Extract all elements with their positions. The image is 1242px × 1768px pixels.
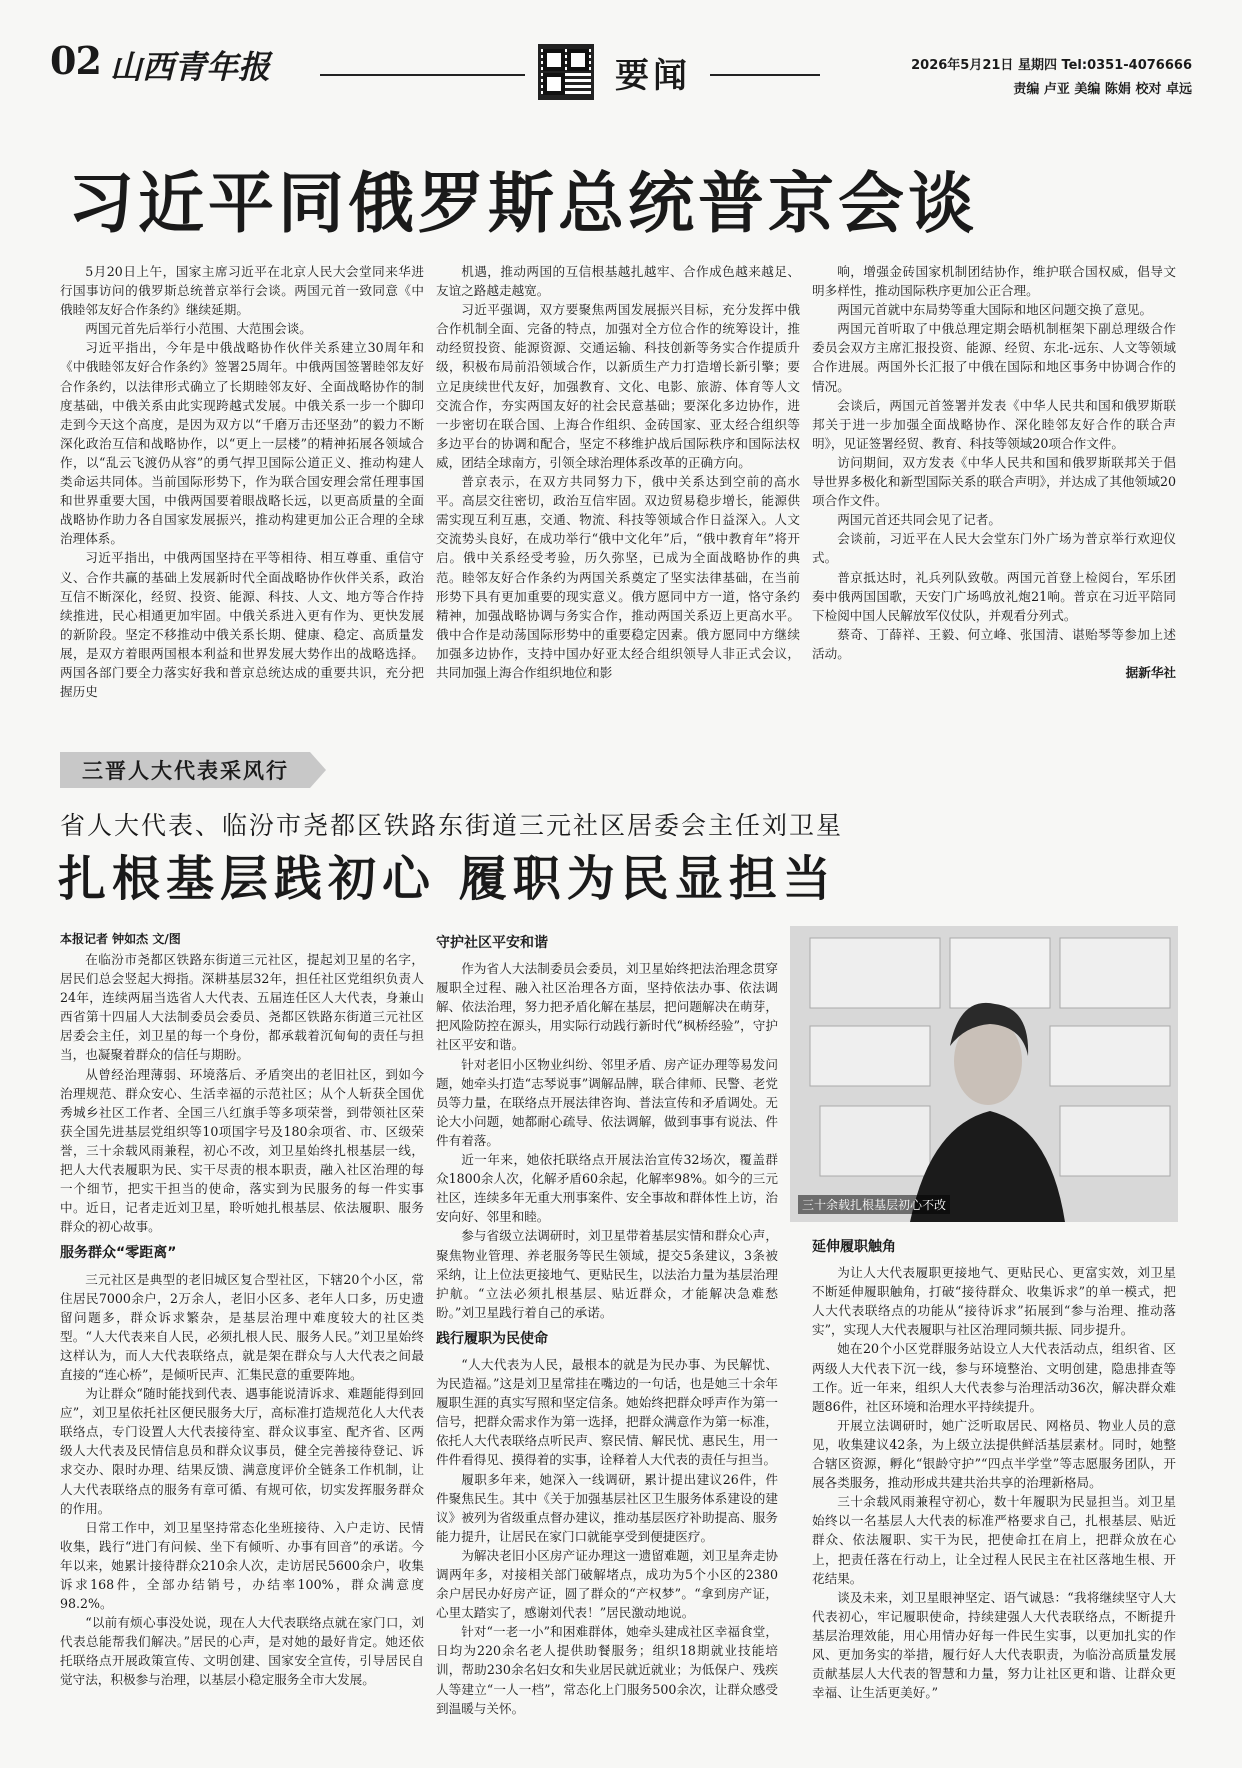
article-paragraph: 5月20日上午，国家主席习近平在北京人民大会堂同来华进行国事访问的俄罗斯总统普京举行会谈。两国元首一致同意《中俄睦邻友好合作条约》继续延期。 xyxy=(60,264,424,318)
lead-column-2 xyxy=(436,262,800,722)
article-paragraph: 为解决老旧小区房产证办理这一遗留难题，刘卫星奔走协调两年多，对接相关部门破解堵点，成功为5个小区的2380余户居民办好房产证，圆了群众的“产权梦”。“拿到房产证，心里太踏实了，感谢刘代表！”居民激动地说。 xyxy=(436,1547,778,1621)
article-paragraph: 针对“一老一小”和困难群体，她牵头建成社区幸福食堂，日均为220余名老人提供助餐服务；组织18期就业技能培训，帮助230余名妇女和失业居民就近就业；为低保户、残疾人等建立“一人一档”，常态化上门服务500余次，让群众感受到温暖与关怀。 xyxy=(436,1624,778,1716)
feature-column-3 xyxy=(812,1230,1176,1740)
article-paragraph: 习近平指出，今年是中俄战略协作伙伴关系建立30周年和《中俄睦邻友好合作条约》签署25周年。中俄两国签署睦邻友好合作条约，以法律形式确立了长期睦邻友好、全面战略协作的制度基础，中俄关系由此实现跨越式发展。中俄关系一步一个脚印走到今天这个高度，是因为双方以“千磨万击还坚劲”的毅力不断深化政治互信和战略协作，以“更上一层楼”的精神拓展各领域合作，以“乱云飞渡仍从容”的勇气捍卫国际公道正义、推动构建人类命运共同体。当前国际形势下，作为联合国安理会常任理事国和世界重要大国，中俄两国要着眼战略长远，以更高质量的全面战略协作助力各自国家发展振兴，推动构建更加公正合理的全球治理体系。 xyxy=(60,340,424,547)
section-heading: 延伸履职触角 xyxy=(812,1239,896,1255)
portrait-photo-image xyxy=(790,926,1178,1222)
feature-column-2 xyxy=(436,926,778,1740)
article-paragraph: “人大代表为人民，最根本的就是为民办事、为民解忧、为民造福。”这是刘卫星常挂在嘴边的一句话，也是她三十余年履职生涯的真实写照和坚定信条。她始终把群众呼声作为第一信号，把群众需求作为第一选择，把群众满意作为第一标准，依托人大代表联络点听民声、察民情、解民忧、惠民生，用一件件看得见、摸得着的实事，诠释着人大代表的责任与担当。 xyxy=(436,1356,778,1468)
section-heading: 服务群众“零距离” xyxy=(60,1245,177,1262)
section-heading: 守护社区平安和谐 xyxy=(436,935,548,951)
section-title: 要闻 xyxy=(615,56,691,96)
article-paragraph: “以前有烦心事没处说，现在人大代表联络点就在家门口，刘代表总能帮我们解决。”居民的心声，是对她的最好肯定。她还依托联络点开展政策宣传、文明创建、国家安全宣传，引导居民自觉守法，积极参与治理，以基层小稳定服务全市大发展。 xyxy=(60,1615,424,1688)
editors-line: 责编 卢亚 美编 陈娟 校对 卓远 xyxy=(1013,82,1192,97)
article-paragraph: 访问期间，双方发表《中华人民共和国和俄罗斯联邦关于倡导世界多极化和新型国际关系的联合声明》，并达成了其他领域20项合作文件。 xyxy=(812,454,1176,509)
article-paragraph: 机遇，推动两国的互信根基越扎越牢、合作成色越来越足、友谊之路越走越宽。 xyxy=(436,264,800,299)
article-paragraph: 日常工作中，刘卫星坚持常态化坐班接待、入户走访、民情收集，践行“进门有问候、坐下有倾听、办事有回音”的承诺。今年以来，她累计接待群众210余人次，走访居民5600余户，收集诉求168件，全部办结销号，办结率100%，群众满意度98.2%。 xyxy=(60,1519,424,1612)
feature-kicker-text: 三晋人大代表采风行 xyxy=(82,759,289,783)
article-paragraph: 两国元首还共同会见了记者。 xyxy=(837,512,1001,528)
article-paragraph: 三元社区是典型的老旧城区复合型社区，下辖20个小区，常住居民7000余户，2万余人，老旧小区多、老年人口多，历史遗留问题多，群众诉求繁杂，是基层治理中难度较大的社区类型。“人大代表来自人民，必须扎根人民、服务人民。”刘卫星始终这样认为，而人大代表联络点，就是架在群众与人大代表之间最直接的“连心桥”，是倾听民声、汇集民意的重要阵地。 xyxy=(60,1271,424,1382)
header-rule-right xyxy=(710,74,820,76)
section-heading: 践行履职为民使命 xyxy=(436,1330,548,1347)
qr-code-icon xyxy=(538,44,594,100)
article-paragraph: 两国元首听取了中俄总理定期会晤机制框架下副总理级合作委员会双方主席汇报投资、能源、经贸、东北-远东、人文等领域合作进展。两国外长汇报了中俄在国际和地区事务中协调合作的情况。 xyxy=(812,321,1176,394)
newspaper-masthead: 山西青年报 xyxy=(110,48,271,86)
feature-byline: 本报记者 钟如杰 文/图 xyxy=(60,932,181,946)
article-paragraph: 开展立法调研时，她广泛听取居民、网格员、物业人员的意见，收集建议42条，为上级立法提供鲜活基层素材。同时，她整合辖区资源，孵化“银龄守护”“四点半学堂”等志愿服务团队，开展各类服务，推动形成共建共治共享的治理新格局。 xyxy=(812,1417,1176,1491)
page-header xyxy=(50,34,1192,104)
lead-column-3 xyxy=(812,262,1176,722)
article-paragraph: 在临汾市尧都区铁路东街道三元社区，提起刘卫星的名字，居民们总会竖起大拇指。深耕基层32年，担任社区党组织负责人24年，连续两届当选省人大代表、五届连任区人大代表，身兼山西省第十四届人大法制委员会委员、尧都区铁路东街道三元社区居委会主任，刘卫星的每一个身份，都承载着沉甸甸的责任与担当，也凝聚着群众的信任与期盼。 xyxy=(60,952,424,1063)
article-paragraph: 作为省人大法制委员会委员，刘卫星始终把法治理念贯穿履职全过程、融入社区治理各方面，坚持依法办事、依法调解、依法治理，努力把矛盾化解在基层，把问题解决在萌芽，把风险防控在源头，用实际行动践行新时代“枫桥经验”，守护社区平安和谐。 xyxy=(436,961,778,1053)
article-paragraph: 普京抵达时，礼兵列队致敬。两国元首登上检阅台，军乐团奏中俄两国国歌，天安门广场鸣放礼炮21响。普京在习近平陪同下检阅中国人民解放军仪仗队，并观看分列式。 xyxy=(812,569,1176,623)
article-paragraph: 会谈后，两国元首签署并发表《中华人民共和国和俄罗斯联邦关于进一步加强全面战略协作、深化睦邻友好合作的联合声明》，见证签署经贸、教育、科技等领域20项合作文件。 xyxy=(812,397,1176,451)
feature-headline: 扎根基层践初心 履职为民显担当 xyxy=(58,851,837,907)
feature-subtitle: 省人大代表、临汾市尧都区铁路东街道三元社区居委会主任刘卫星 xyxy=(60,811,844,840)
photo-caption: 三十余载扎根基层初心不改 xyxy=(798,1195,950,1214)
article-paragraph: 习近平强调，双方要聚焦两国发展振兴目标，充分发挥中俄合作机制全面、完备的特点，加强对全方位合作的统筹设计，推动经贸投资、能源资源、交通运输、科技创新等务实合作提质升级，积极布局前沿领域合作，以新质生产力打造增长新引擎；要立足庚续世代友好，加强教育、文化、电影、旅游、体育等人文交流合作，夯实两国友好的社会民意基础；要深化多边协作，进一步密切在联合国、上海合作组织、金砖国家、亚太经合组织等多边平台的协调和配合，坚定不移维护战后国际秩序和国际法权威，团结全球南方，引领全球治理体系改革的正确方向。 xyxy=(436,302,800,470)
article-paragraph: 她在20个小区党群服务站设立人大代表活动点，组织省、区两级人大代表下沉一线，参与环境整治、文明创建，隐患排查等工作。近一年来，组织人大代表参与治理活动36次，解决群众难题86件，社区环境和治理水平持续提升。 xyxy=(812,1341,1176,1414)
article-paragraph: 三十余载风雨兼程守初心，数十年履职为民显担当。刘卫星始终以一名基层人大代表的标准严格要求自己，扎根基层、贴近群众、依法履职、实干为民，把使命扛在肩上，把群众放在心上，把责任落在行动上，让全过程人民民主在社区落地生根、开花结果。 xyxy=(812,1494,1176,1586)
lead-column-1 xyxy=(60,262,424,722)
article-paragraph: 蔡奇、丁薛祥、王毅、何立峰、张国清、谌贻琴等参加上述活动。 xyxy=(812,626,1176,661)
article-paragraph: 谈及未来，刘卫星眼神坚定、语气诚恳：“我将继续坚守人大代表初心，牢记履职使命，持续建强人大代表联络点，不断提升基层治理效能，用心用情办好每一件民生实事，以更加扎实的作风、更加务实的举措，履行好人大代表职责，为临汾高质量发展贡献基层人大代表的智慧和力量，努力让社区更和谐、让群众更幸福、让生活更美好。” xyxy=(812,1589,1176,1701)
article-paragraph: 近一年来，她依托联络点开展法治宣传32场次，覆盖群众1800余人次，化解矛盾60余起，化解率98%。如今的三元社区，连续多年无重大刑事案件、安全事故和群体性上访，治安向好、邻里和睦。 xyxy=(436,1152,778,1225)
lead-headline: 习近平同俄罗斯总统普京会谈 xyxy=(68,165,978,242)
issue-date: 2026年5月21日 星期四 Tel:0351-4076666 xyxy=(911,58,1192,73)
news-agency-credit: 据新华社 xyxy=(1125,664,1176,680)
page-number: 02 xyxy=(50,38,101,83)
feature-photo xyxy=(790,926,1178,1222)
article-paragraph: 两国元首就中东局势等重大国际和地区问题交换了意见。 xyxy=(837,302,1153,318)
article-paragraph: 履职多年来，她深入一线调研，累计提出建议26件，件件聚焦民生。其中《关于加强基层社区卫生服务体系建设的建议》被列为省级重点督办建议，推动基层医疗补助提高、服务能力提升，让居民在家门口就能享受到便捷医疗。 xyxy=(436,1471,778,1544)
article-paragraph: 从曾经治理薄弱、环境落后、矛盾突出的老旧社区，到如今治理规范、群众安心、生活幸福的示范社区；从个人斩获全国优秀城乡社区工作者、全国三八红旗手等多项荣誉，到带领社区荣获全国先进基层党组织等10项国字号及180余项省、市、区级荣誉，三十余载风雨兼程，初心不改，刘卫星始终扎根基层一线，把人大代表履职为民、实干尽责的根本职责，融入社区治理的每一个细节，把实干担当的使命，落实到为民服务的每一件实事中。近日，记者走近刘卫星，聆听她扎根基层、依法履职、服务群众的初心故事。 xyxy=(60,1066,424,1235)
article-paragraph: 参与省级立法调研时，刘卫星带着基层实情和群众心声，聚焦物业管理、养老服务等民生领域，提交5条建议，3条被采纳，让上位法更接地气、更贴民生，以法治力量为基层治理护航。“立法必须扎根基层、贴近群众，才能解决急难愁盼。”刘卫星践行着自己的承诺。 xyxy=(436,1228,778,1320)
article-paragraph: 为让群众“随时能找到代表、遇事能说清诉求、难题能得到回应”，刘卫星依托社区便民服务大厅，高标准打造规范化人大代表联络点，专门设置人大代表接待室、群众议事室、配齐省、区两级人大代表及民情信息员和群众议事员，健全完善接待登记、诉求交办、限时办理、结果反馈、满意度评价全链条工作机制，让人大代表联络点的服务有章可循、有规可依，切实发挥服务群众的作用。 xyxy=(60,1386,424,1516)
article-paragraph: 习近平指出，中俄两国坚持在平等相待、相互尊重、重信守义、合作共赢的基础上发展新时代全面战略协作伙伴关系，政治互信不断深化，经贸、投资、能源、科技、人文、地方等合作持续推进，民心相通更加牢固。中俄关系进入更有作为、更快发展的新阶段。坚定不移推动中俄关系长期、健康、稳定、高质量发展，是双方着眼两国根本利益和世界发展大势作出的战略选择。两国各部门要全力落实好我和普京总统达成的重要共识，充分把握历史 xyxy=(60,550,424,700)
feature-column-1 xyxy=(60,950,424,1740)
article-paragraph: 为让人大代表履职更接地气、更贴民心、更富实效，刘卫星不断延伸履职触角，打破“接待群众、收集诉求”的单一模式，把人大代表联络点的功能从“接待诉求”拓展到“参与治理、推动落实”，实现人大代表履职与社区治理同频共振、同步提升。 xyxy=(812,1265,1176,1338)
article-paragraph: 响，增强金砖国家机制团结协作，维护联合国权威，倡导文明多样性，推动国际秩序更加公正合理。 xyxy=(812,264,1176,299)
header-rule-left xyxy=(320,74,525,76)
feature-kicker xyxy=(60,752,310,788)
article-paragraph: 两国元首先后举行小范围、大范围会谈。 xyxy=(85,321,312,337)
article-paragraph: 针对老旧小区物业纠纷、邻里矛盾、房产证办理等易发问题，她牵头打造“志琴说事”调解品牌，联合律师、民警、老党员等力量，在联络点开展法律咨询、普法宣传和矛盾调处。无论大小问题，她都耐心疏导、依法调解，做到事事有说法、件件有着落。 xyxy=(436,1056,778,1148)
article-paragraph: 普京表示，在双方共同努力下，俄中关系达到空前的高水平。高层交往密切，政治互信牢固。双边贸易稳步增长，能源供需实现互利互惠，交通、物流、科技等领域合作日益深入。人文交流势头良好，在成功举行“俄中文化年”后，“俄中教育年”将开启。俄中关系经受考验，历久弥坚，已成为全面战略协作的典范。睦邻友好合作条约为两国关系奠定了坚实法律基础，在当前形势下具有更加重要的现实意义。俄方愿同中方一道，恪守条约精神，加强战略协调与务实合作，推动两国关系迈上更高水平。俄中合作是动荡国际形势中的重要稳定因素。俄方愿同中方继续加强多边协作，支持中国办好亚太经合组织领导人非正式会议，共同加强上海合作组织地位和影 xyxy=(436,474,800,680)
article-paragraph: 会谈前，习近平在人民大会堂东门外广场为普京举行欢迎仪式。 xyxy=(812,531,1176,566)
